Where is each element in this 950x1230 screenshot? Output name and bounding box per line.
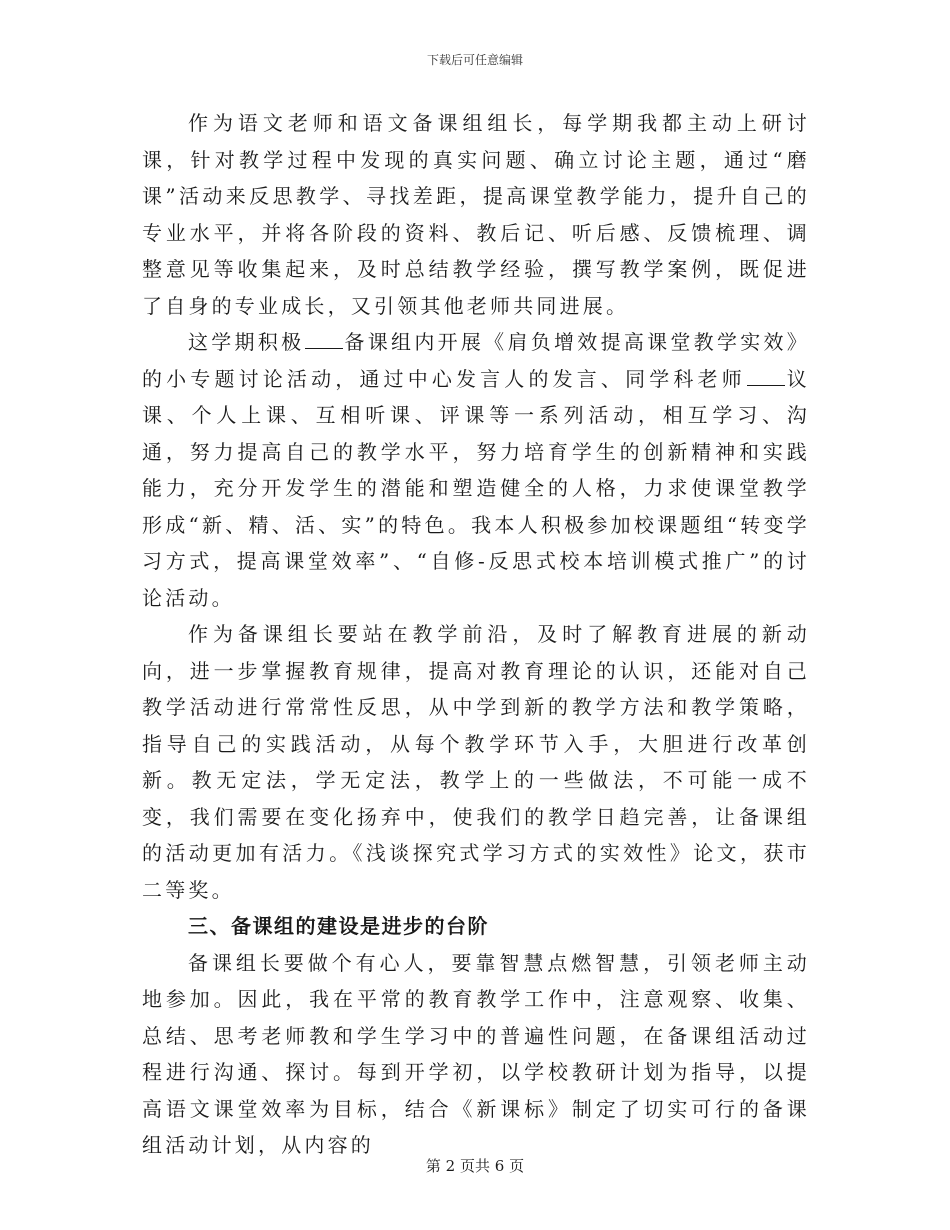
page-footer: 第 2 页共 6 页 <box>425 1157 525 1175</box>
paragraph-2-part-3: 议课、个人上课、互相听课、评课等一系列活动，相互学习、沟通，努力提高自己的教学水平，努力培育学生的创新精神和实践能力，充分开发学生的潜能和塑造健全的人格，力求使课堂教学形成“新、精、活、实”的特色。我本人积极参加校课题组“转变学习方式，提高课堂效率”、“自修-反思式校本培训模式推广”的讨论活动。 <box>142 366 810 610</box>
blank-underline <box>747 367 785 386</box>
paragraph-2 <box>142 324 810 616</box>
paragraph-3: 作为备课组长要站在教学前沿，及时了解教育进展的新动向，进一步掌握教育规律，提高对教育理论的认识，还能对自己教学活动进行常常性反思，从中学到新的教学方法和教学策略，指导自己的实践活动，从每个教学环节入手，大胆进行改革创新。教无定法，学无定法，教学上的一些做法，不可能一成不变，我们需要在变化扬弃中，使我们的教学日趋完善，让备课组的活动更加有活力。《浅谈探究式学习方式的实效性》论文，获市二等奖。 <box>142 622 810 902</box>
section-heading: 三、备课组的建设是进步的台阶 <box>188 914 489 938</box>
paragraph-4: 备课组长要做个有心人，要靠智慧点燃智慧，引领老师主动地参加。因此，我在平常的教育教学工作中，注意观察、收集、总结、思考老师教和学生学习中的普遍性问题，在备课组活动过程进行沟通、探讨。每到开学初，以学校教研计划为指导，以提高语文课堂效率为目标，结合《新课标》制定了切实可行的备课组活动计划，从内容的 <box>142 950 810 1157</box>
blank-underline <box>305 330 343 349</box>
document-body <box>142 105 810 1164</box>
paragraph-2-part-1: 这学期积极 <box>188 330 305 354</box>
page-header: 下载后可任意编辑 <box>426 53 523 67</box>
paragraph-2-part-2: 备课组内开展《肩负增效提高课堂教学实效》的小专题讨论活动，通过中心发言人的发言、同学科老师 <box>142 330 811 391</box>
paragraph-1: 作为语文老师和语文备课组组长，每学期我都主动上研讨课，针对教学过程中发现的真实问题、确立讨论主题，通过“磨课”活动来反思教学、寻找差距，提高课堂教学能力，提升自己的专业水平，并将各阶段的资料、教后记、听后感、反馈梳理、调整意见等收集起来，及时总结教学经验，撰写教学案例，既促进了自身的专业成长，又引领其他老师共同进展。 <box>142 111 810 318</box>
